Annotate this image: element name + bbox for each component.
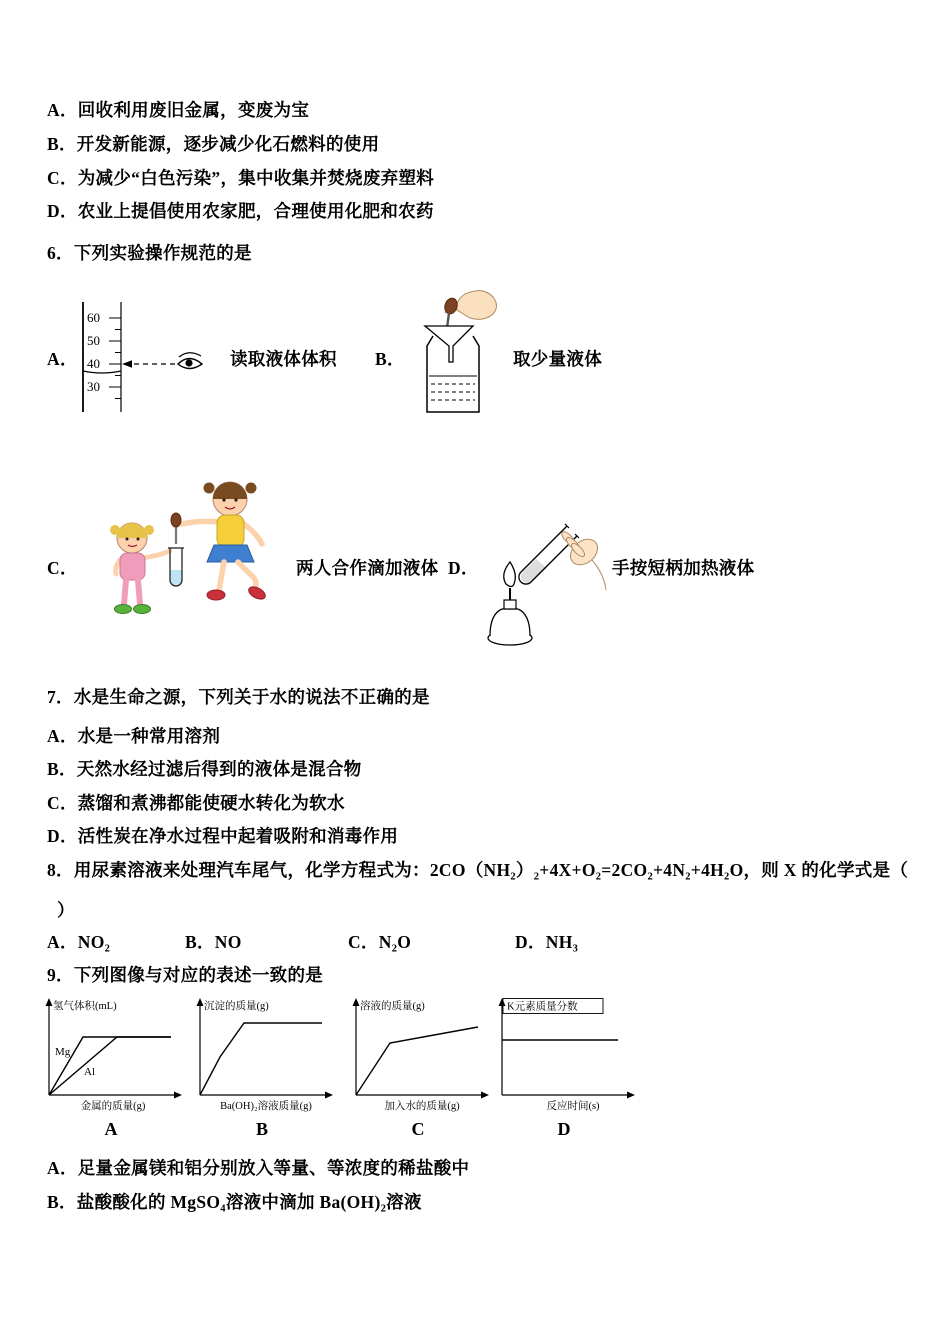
precipitate-series-line — [200, 1023, 322, 1095]
al-series-label: Al — [84, 1066, 95, 1078]
chart-b-plot — [186, 995, 338, 1117]
y-axis-label: K元素质量分数 — [507, 1001, 578, 1013]
option-label: B． — [47, 759, 77, 779]
option-text: 回收利用废旧金属，变废为宝 — [77, 100, 310, 120]
option-label: B． — [47, 134, 77, 154]
q5-option-b — [47, 131, 379, 156]
q6-caption-c: 两人合作滴加液体 — [296, 558, 439, 578]
option-label: A． — [47, 100, 78, 120]
option-label: C． — [47, 793, 78, 813]
flame-icon — [504, 562, 516, 587]
chart-c — [342, 995, 494, 1140]
y-axis-label: 氢气体积(mL) — [53, 1001, 117, 1012]
option-text: 天然水经过滤后得到的液体是混合物 — [76, 759, 362, 779]
mg-series-label: Mg — [55, 1046, 71, 1058]
chart-a-plot — [35, 995, 187, 1117]
q8-option-d — [515, 929, 578, 954]
chart-d — [488, 995, 640, 1140]
option-text: NH₃ — [545, 932, 579, 952]
option-label: B． — [47, 1192, 77, 1212]
q7-option-b — [47, 756, 362, 781]
option-text: 活性炭在净水过程中起着吸附和消毒作用 — [77, 826, 399, 846]
alcohol-lamp — [488, 588, 532, 645]
option-label: C． — [47, 168, 78, 188]
option-text: NO₂ — [77, 932, 111, 952]
option-label: D． — [47, 826, 78, 846]
hand-icon — [560, 530, 606, 590]
option-label: D． — [47, 201, 78, 221]
scale-number: 60 — [87, 310, 100, 325]
q6-label-a: A． — [47, 349, 78, 369]
q7-stem: 7．水是生命之源，下列关于水的说法不正确的是 — [47, 687, 430, 707]
q6-caption-a: 读取液体体积 — [230, 349, 337, 369]
q5-option-d — [47, 198, 434, 223]
scale-number: 40 — [87, 356, 100, 371]
x-axis-label: Ba(OH)₂溶液质量(g) — [220, 1101, 312, 1112]
liquid-hatch — [431, 384, 475, 400]
q6-caption-d: 手按短柄加热液体 — [612, 558, 755, 578]
cylinder-tick-marks — [109, 318, 121, 399]
eye-pupil — [185, 359, 192, 366]
option-text: 足量金属镁和铝分别放入等量、等浓度的稀盐酸中 — [77, 1158, 470, 1178]
chart-d-letter: D — [557, 1119, 571, 1139]
graduated-cylinder-reading-illustration — [75, 300, 225, 415]
q8-option-b — [185, 929, 242, 954]
q7-option-c — [47, 790, 345, 815]
q8-stem-line1: 8．用尿素溶液来处理汽车尾气，化学方程式为：2CO（NH₂）₂+4X+O₂=2CO₂+4N₂+4H₂O，则 X 的化学式是（ — [47, 860, 909, 880]
q7-option-a — [47, 723, 220, 748]
option-text: 开发新能源，逐步减少化石燃料的使用 — [76, 134, 380, 154]
q5-option-c — [47, 165, 434, 190]
chart-c-plot — [342, 995, 494, 1117]
option-label: C． — [348, 932, 379, 952]
chart-d-plot — [488, 995, 640, 1117]
q8-stem-line2: ） — [57, 900, 75, 920]
q8-option-a — [47, 929, 110, 954]
option-text: 盐酸酸化的 MgSO₄溶液中滴加 Ba(OH)₂溶液 — [76, 1192, 422, 1212]
test-tube — [519, 524, 579, 584]
q9-option-b — [47, 1189, 422, 1214]
q9-stem: 9．下列图像与对应的表述一致的是 — [47, 965, 324, 985]
option-text: 为减少“白色污染”，集中收集并焚烧废弃塑料 — [77, 168, 435, 188]
q5-option-a — [47, 97, 309, 122]
x-axis-label: 金属的质量(g) — [80, 1101, 146, 1112]
q6-stem: 6．下列实验操作规范的是 — [47, 243, 252, 263]
chart-a-letter: A — [104, 1119, 118, 1139]
option-text: NO — [214, 932, 242, 952]
y-axis-label: 溶液的质量(g) — [360, 1001, 425, 1012]
solution-mass-series-line — [356, 1027, 478, 1095]
x-axis-label: 加入水的质量(g) — [384, 1101, 460, 1112]
child-right — [182, 482, 267, 602]
heating-test-tube-illustration — [472, 500, 607, 650]
sight-arrow — [122, 360, 132, 368]
option-text: 水是一种常用溶剂 — [77, 726, 221, 746]
q6-label-c: C． — [47, 558, 78, 578]
option-label: A． — [47, 726, 78, 746]
chart-b-letter: B — [255, 1119, 268, 1139]
option-text: N₂O — [378, 932, 412, 952]
chart-a — [35, 995, 187, 1140]
liquid-meniscus — [83, 371, 121, 373]
option-text: 蒸馏和煮沸都能使硬水转化为软水 — [77, 793, 345, 813]
child-left — [110, 523, 170, 614]
y-axis-label: 沉淀的质量(g) — [204, 1001, 269, 1012]
q6-label-b: B． — [375, 349, 405, 369]
funnel — [425, 326, 473, 362]
pouring-liquid-illustration — [405, 288, 500, 418]
option-label: B． — [185, 932, 215, 952]
option-label: A． — [47, 932, 78, 952]
x-axis-label: 反应时间(s) — [546, 1101, 600, 1112]
scale-number: 30 — [87, 379, 100, 394]
q8-option-c — [348, 929, 411, 954]
q9-option-a — [47, 1155, 469, 1180]
two-children-dropper-illustration — [78, 452, 293, 642]
hand-icon — [457, 291, 497, 320]
chart-c-letter: C — [411, 1119, 425, 1139]
eyebrow — [179, 353, 201, 357]
chart-b — [186, 995, 338, 1140]
option-label: D． — [515, 932, 546, 952]
q6-caption-b: 取少量液体 — [513, 349, 602, 369]
option-label: A． — [47, 1158, 78, 1178]
scale-number: 50 — [87, 333, 100, 348]
q6-label-d: D． — [448, 558, 479, 578]
q7-option-d — [47, 823, 398, 848]
option-text: 农业上提倡使用农家肥，合理使用化肥和农药 — [77, 201, 434, 221]
